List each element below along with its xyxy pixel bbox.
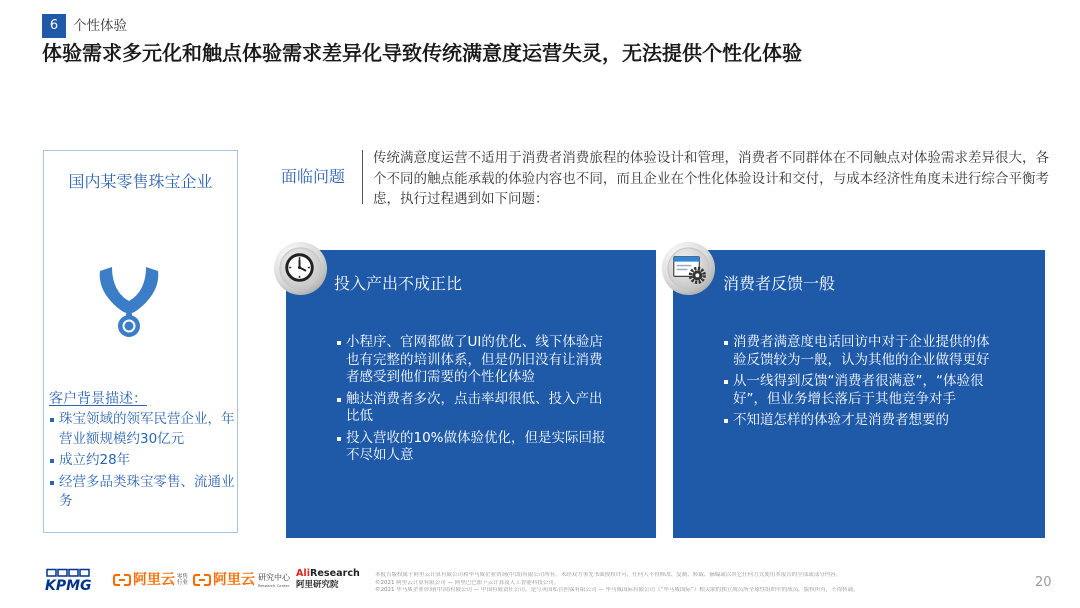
- aliresearch-en-research: Research: [310, 568, 360, 579]
- page-title: 体验需求多元化和触点体验需求差异化导致传统满意度运营失灵，无法提供个性化体验: [42, 41, 802, 65]
- legal-line: ©2021 毕马威企业咨询(中国)有限公司 — 中国有限责任公司，是与英国私营担保有限公司 — 毕马威国际有限公司（“毕马威国际”）相关联的独立成员所全球性组织中的成员。版权所有，不得转载。: [375, 587, 859, 593]
- legal-notice: [375, 572, 1025, 595]
- company-panel: [43, 150, 238, 533]
- aliresearch-cn: 阿里研究院: [296, 580, 339, 590]
- kpmg-logo: [44, 568, 96, 592]
- aliresearch-en: [296, 568, 364, 580]
- legal-line: ©2021 阿里云计算有限公司 — 阿里巴巴旗下云计算及人工智能科技公司。: [375, 579, 560, 586]
- problem-description: 传统满意度运营不适用于消费者消费旅程的体验设计和管理，消费者不同群体在不同触点对体验需求差异很大，各个不同的触点能承载的体验内容也不同，而且企业在个性化体验设计和交付，与成本经济性角度未进行综合平衡考虑，执行过程遇到如下问题：: [373, 150, 1049, 207]
- divider: [362, 150, 363, 204]
- aliyun-logo: [113, 571, 188, 589]
- browser-gear-icon: [661, 241, 716, 296]
- clock-icon: [273, 241, 328, 296]
- background-heading: 客户背景描述：: [49, 391, 147, 407]
- necklace-icon: [96, 265, 162, 339]
- aliyun-tag-top: 零售: [177, 573, 189, 580]
- aliresearch-logo: [296, 568, 364, 590]
- section-number-badge: 6: [42, 14, 66, 38]
- card-title: 投入产出不成正比: [334, 274, 463, 293]
- list-item: 经营多品类珠宝零售、流通业务: [49, 473, 236, 512]
- aliresearch-en-ali: Ali: [296, 568, 311, 579]
- problem-card-feedback: [673, 250, 1045, 538]
- aliyun-research-tag-cn: 研究中心: [258, 572, 290, 582]
- aliyun-mark-icon: [113, 574, 131, 586]
- problem-card-roi: [286, 250, 656, 538]
- aliyun-brand-text: 阿里云: [213, 572, 255, 588]
- section-label: 个性体验: [73, 18, 127, 34]
- aliyun-brand-text: 阿里云: [133, 572, 175, 588]
- aliyun-mark-icon: [193, 574, 211, 586]
- card-bullet-list: [337, 334, 608, 469]
- list-item: 小程序、官网都做了UI的优化、线下体验店也有完整的培训体系，但是仍旧没有让消费者感受到他们需要的个性化体验: [337, 334, 608, 387]
- aliyun-research-tag-en: Research Center: [258, 582, 290, 588]
- company-name: 国内某零售珠宝企业: [68, 172, 213, 191]
- list-item: 珠宝领域的领军民营企业，年营业额规模约30亿元: [49, 410, 236, 449]
- list-item: 从一线得到反馈“消费者很满意”，“体验很好”，但业务增长落后于其他竞争对手: [724, 373, 995, 408]
- card-title: 消费者反馈一般: [723, 274, 836, 293]
- list-item: 消费者满意度电话回访中对于企业提供的体验反馈较为一般，认为其他的企业做得更好: [724, 334, 995, 369]
- list-item: 成立约28年: [49, 451, 236, 471]
- problem-heading: 面临问题: [281, 167, 346, 186]
- legal-line: 本报告版权属于阿里云计算有限公司和毕马威企业咨询(中国)有限公司所有。未经双方事先书面授权许可，任何人不得修改、复制、转载、摘编或以其它任何方式使用本报告的全部或部分内容。: [375, 572, 842, 578]
- aliyun-tag: [177, 574, 188, 587]
- aliyun-tag-bottom: 行业: [177, 580, 189, 586]
- aliyun-research-logo: [193, 571, 290, 589]
- page-number: 20: [1035, 575, 1052, 590]
- list-item: 投入营收的10%做体验优化，但是实际回报不尽如人意: [337, 430, 608, 465]
- aliyun-research-tag: [258, 573, 290, 588]
- card-bullet-list: [724, 334, 995, 434]
- list-item: 触达消费者多次，点击率却很低、投入产出比低: [337, 391, 608, 426]
- list-item: 不知道怎样的体验才是消费者想要的: [724, 412, 995, 430]
- background-list: [49, 410, 236, 514]
- kpmg-logo-text: KPMG: [45, 578, 92, 592]
